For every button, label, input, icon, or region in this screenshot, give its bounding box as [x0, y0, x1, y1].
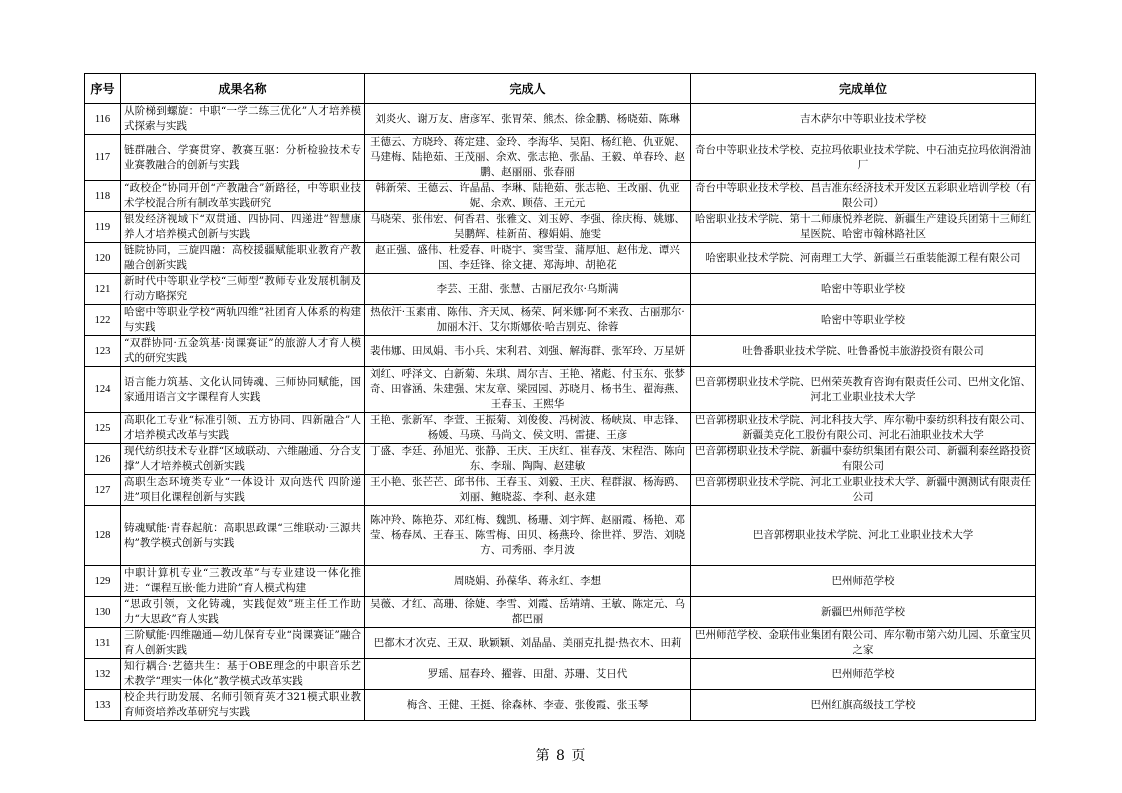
header-people: 完成人	[365, 74, 691, 104]
row-number: 128	[85, 506, 121, 566]
achievements-table	[84, 73, 1036, 721]
participants: 马晓荣、张伟宏、何香君、张雅文、刘玉婷、李强、徐庆梅、姚娜、吴鹏辉、桂新苗、穆娟娟、施雯	[365, 212, 691, 243]
table-row	[85, 566, 1036, 597]
row-number: 126	[85, 444, 121, 475]
table-row	[85, 444, 1036, 475]
table-row	[85, 305, 1036, 336]
institutions: 吐鲁番职业技术学院、吐鲁番悦丰旅游投资有限公司	[691, 336, 1036, 367]
row-number: 130	[85, 597, 121, 628]
achievement-name: 新时代中等职业学校“三师型”教师专业发展机制及行动方略探究	[121, 274, 365, 305]
participants: 裴伟娜、田凤娟、韦小兵、宋利君、刘强、解海群、张军玲、万星妍	[365, 336, 691, 367]
row-number: 131	[85, 628, 121, 659]
institutions: 哈密职业技术学院、河南理工大学、新疆兰石重装能源工程有限公司	[691, 243, 1036, 274]
institutions: 巴音郭楞职业技术学院、新疆中泰纺织集团有限公司、新疆利泰丝路投资有限公司	[691, 444, 1036, 475]
participants: 周晓娟、孙葆华、蒋永红、李想	[365, 566, 691, 597]
achievement-name: 链群融合、学赛贯穿、教赛互驱：分析检验技术专业赛教融合的创新与实践	[121, 135, 365, 181]
institutions: 哈密中等职业学校	[691, 274, 1036, 305]
table-row	[85, 135, 1036, 181]
table-row	[85, 506, 1036, 566]
institutions: 巴音郭楞职业技术学院、巴州荣英教育咨询有限责任公司、巴州文化馆、河北工业职业技术大学	[691, 367, 1036, 413]
header-name: 成果名称	[121, 74, 365, 104]
table-header-row	[85, 74, 1036, 104]
institutions: 新疆巴州师范学校	[691, 597, 1036, 628]
table-row	[85, 243, 1036, 274]
participants: 韩新荣、王德云、许晶晶、李琳、陆艳茹、张志艳、王改丽、仇亚妮、余欢、顾蓓、王元元	[365, 181, 691, 212]
institutions: 巴州师范学校、金联伟业集团有限公司、库尔勒市第六幼儿园、乐童宝贝之家	[691, 628, 1036, 659]
participants: 赵正强、盛伟、杜爱春、叶晓宇、窦雪莹、蒲厚旭、赵伟龙、谭兴国、李廷锋、徐文捷、郑海坤、胡艳花	[365, 243, 691, 274]
row-number: 118	[85, 181, 121, 212]
participants: 巴都木才次克、王双、耿颖颖、刘晶晶、美丽克扎提·热衣木、田莉	[365, 628, 691, 659]
table-body	[85, 104, 1036, 721]
table-row	[85, 274, 1036, 305]
row-number: 116	[85, 104, 121, 135]
participants: 丁盛、李廷、孙旭光、张静、王庆、王庆红、崔春茂、宋程浩、陈向东、李瑞、陶陶、赵建敏	[365, 444, 691, 475]
achievement-name: 现代纺织技术专业群“区域联动、六维融通、分合支撑”人才培养模式创新实践	[121, 444, 365, 475]
participants: 陈冲羚、陈艳芬、邓红梅、魏凯、杨珊、刘宇辉、赵丽霞、杨艳、邓莹、杨春凤、王春玉、陈雪梅、田贝、杨燕玲、徐世祥、罗浩、刘晓方、司秀丽、李月波	[365, 506, 691, 566]
achievement-name: 知行耦合·艺德共生：基于OBE理念的中职音乐艺术教学“理实一体化”教学模式改革实践	[121, 659, 365, 690]
achievement-name: “双群协同·五金筑基·岗课赛证”的旅游人才育人模式的研究实践	[121, 336, 365, 367]
participants: 梅含、王健、王挺、徐森林、李壶、张俊霞、张玉琴	[365, 690, 691, 721]
achievement-name: 高职化工专业“标准引领、五方协同、四新融合”人才培养模式改革与实践	[121, 413, 365, 444]
table-row	[85, 367, 1036, 413]
participants: 刘炎火、谢万友、唐彦军、张胃荣、熊杰、徐金鹏、杨晓茹、陈琳	[365, 104, 691, 135]
institutions: 巴州师范学校	[691, 566, 1036, 597]
achievement-name: 链院协同，三旋四融：高校援疆赋能职业教育产教融合创新实践	[121, 243, 365, 274]
table-row	[85, 413, 1036, 444]
page-number: 第 8 页	[535, 748, 587, 764]
row-number: 120	[85, 243, 121, 274]
participants: 王小艳、张芒芒、邱书伟、王春玉、刘毅、王庆、程群淑、杨海鸥、刘丽、鲍晓蕊、李利、赵永建	[365, 475, 691, 506]
participants: 刘红、呼泽文、白新菊、朱琪、周尔吉、王艳、褚彪、付玉东、张梦奇、田睿涵、朱建强、宋友章、梁园园、苏晓月、杨书生、翟海燕、王春玉、王熙华	[365, 367, 691, 413]
institutions: 巴音郭楞职业技术学院、河北工业职业技术大学	[691, 506, 1036, 566]
row-number: 117	[85, 135, 121, 181]
table-row	[85, 659, 1036, 690]
header-no: 序号	[85, 74, 121, 104]
table-row	[85, 690, 1036, 721]
institutions: 奇台中等职业技术学校、克拉玛依职业技术学院、中石油克拉玛依润滑油厂	[691, 135, 1036, 181]
table-row	[85, 336, 1036, 367]
achievement-name: “政校企”协同开创“产教融合”新路径，中等职业技术学校混合所有制改革实践研究	[121, 181, 365, 212]
institutions: 巴音郭楞职业技术学院、河北工业职业技术大学、新疆中测测试有限责任公司	[691, 475, 1036, 506]
institutions: 哈密中等职业学校	[691, 305, 1036, 336]
table-row	[85, 597, 1036, 628]
table-row	[85, 628, 1036, 659]
achievement-name: 高职生态环境类专业“一体设计 双向迭代 四阶递进”项目化课程创新与实践	[121, 475, 365, 506]
institutions: 巴州红旗高级技工学校	[691, 690, 1036, 721]
participants: 热依汗·玉素甫、陈伟、齐天凤、杨荣、阿米娜·阿不来孜、古丽那尔·加丽木汗、艾尔斯娜依·哈吉别克、徐蓉	[365, 305, 691, 336]
achievement-name: “思政引领，文化铸魂，实践促效”班主任工作助力“大思政”育人实践	[121, 597, 365, 628]
row-number: 119	[85, 212, 121, 243]
participants: 吴薇、才红、高珊、徐婕、李雪、刘霞、岳靖靖、王敏、陈定元、乌都巴丽	[365, 597, 691, 628]
row-number: 132	[85, 659, 121, 690]
institutions: 巴音郭楞职业技术学院、河北科技大学、库尔勒中泰纺织科技有限公司、新疆美克化工股份有限公司、河北石油职业技术大学	[691, 413, 1036, 444]
row-number: 124	[85, 367, 121, 413]
row-number: 121	[85, 274, 121, 305]
row-number: 133	[85, 690, 121, 721]
participants: 王德云、方晓玲、蒋定建、金玲、李海华、吴阳、杨红艳、仇亚妮、马建梅、陆艳茹、王茂丽、余欢、张志艳、张晶、王毅、单春玲、赵鹏、赵丽丽、张春丽	[365, 135, 691, 181]
header-unit: 完成单位	[691, 74, 1036, 104]
row-number: 123	[85, 336, 121, 367]
institutions: 哈密职业技术学院、第十二师康悦养老院、新疆生产建设兵团第十三师红星医院、哈密市翰林路社区	[691, 212, 1036, 243]
table-row	[85, 212, 1036, 243]
institutions: 巴州师范学校	[691, 659, 1036, 690]
row-number: 129	[85, 566, 121, 597]
participants: 王艳、张新军、李萱、王振菊、刘俊俊、冯树波、杨峡岚、申志锋、杨媛、马瑛、马尚文、侯文明、雷捷、王彦	[365, 413, 691, 444]
participants: 李芸、王甜、张慧、古丽尼孜尔·乌斯满	[365, 274, 691, 305]
achievement-name: 校企共行助发展、名师引领育英才321模式职业教育师资培养改革研究与实践	[121, 690, 365, 721]
table-row	[85, 104, 1036, 135]
table-row	[85, 475, 1036, 506]
row-number: 127	[85, 475, 121, 506]
institutions: 奇台中等职业技术学校、昌吉准东经济技术开发区五彩职业培训学校（有限公司）	[691, 181, 1036, 212]
row-number: 122	[85, 305, 121, 336]
achievement-name: 哈密中等职业学校“两轨四维”社团育人体系的构建与实践	[121, 305, 365, 336]
institutions: 吉木萨尔中等职业技术学校	[691, 104, 1036, 135]
achievement-name: 中职计算机专业“三教改革”与专业建设一体化推进：“课程互嵌·能力进阶”育人模式构建	[121, 566, 365, 597]
achievement-name: 铸魂赋能·青春起航：高职思政课“三维联动·三源共构”教学模式创新与实践	[121, 506, 365, 566]
table-row	[85, 181, 1036, 212]
achievement-name: 从阶梯到螺旋：中职“一学二练三优化”人才培养模式探索与实践	[121, 104, 365, 135]
row-number: 125	[85, 413, 121, 444]
participants: 罗瑶、屈春玲、擢蓉、田甜、苏珊、艾日代	[365, 659, 691, 690]
achievement-name: 语言能力筑基、文化认同铸魂、三师协同赋能，国家通用语言文字课程育人实践	[121, 367, 365, 413]
achievement-name: 银发经济视域下“双贯通、四协同、四递进”智慧康养人才培养模式创新与实践	[121, 212, 365, 243]
achievement-name: 三阶赋能·四维融通—幼儿保育专业“岗课赛证”融合育人创新实践	[121, 628, 365, 659]
